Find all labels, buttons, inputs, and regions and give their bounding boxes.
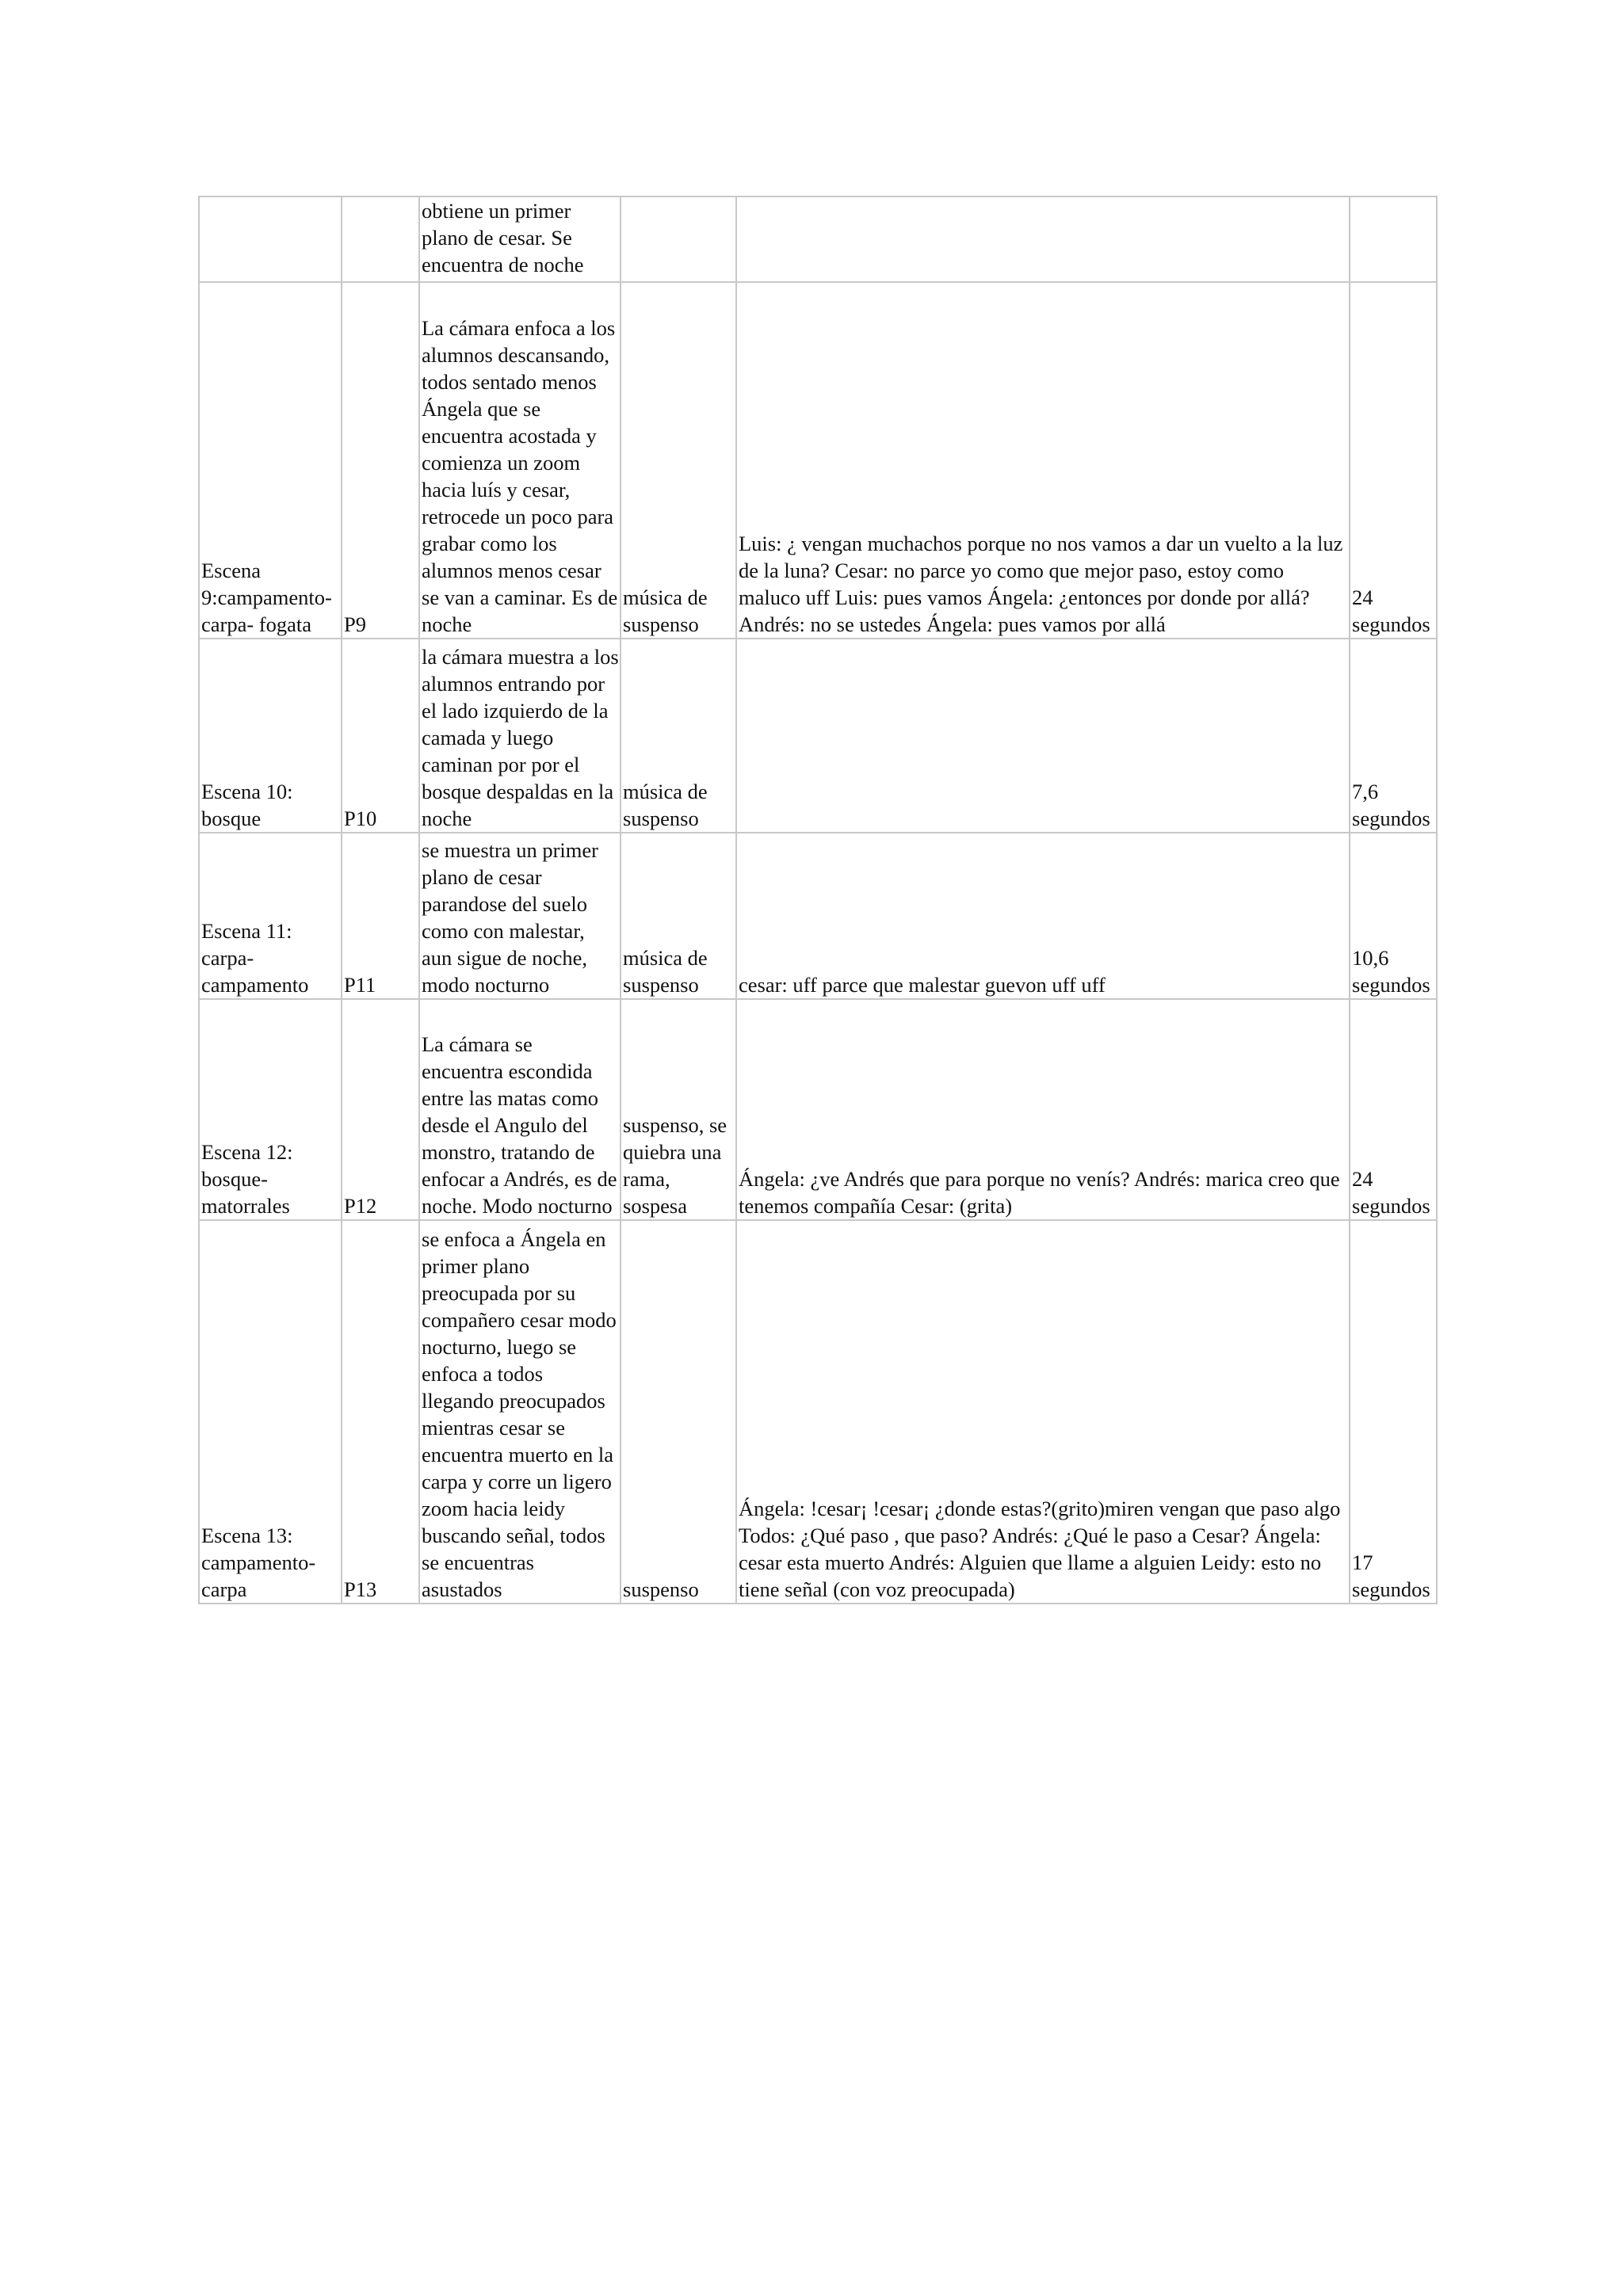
scene-cell: Escena 12: bosque-matorrales — [199, 999, 342, 1220]
scene-cell: Escena 11: carpa-campamento — [199, 833, 342, 999]
table-row — [199, 282, 1437, 639]
table-row — [199, 1220, 1437, 1604]
duration-cell: 24 segundos — [1350, 999, 1437, 1220]
shot-cell: P11 — [342, 833, 419, 999]
sound-cell: música de suspenso — [621, 833, 736, 999]
duration-cell: 7,6 segundos — [1350, 639, 1437, 833]
scene-cell — [199, 196, 342, 282]
description-cell: se muestra un primer plano de cesar parandose del suelo como con malestar, aun sigue de noche, modo nocturno — [419, 833, 621, 999]
table-row — [199, 999, 1437, 1220]
duration-cell: 10,6 segundos — [1350, 833, 1437, 999]
description-cell: La cámara se encuentra escondida entre las matas como desde el Angulo del monstro, tratando de enfocar a Andrés, es de noche. Modo nocturno — [419, 999, 621, 1220]
duration-cell: 17 segundos — [1350, 1220, 1437, 1604]
scene-cell: Escena 10: bosque — [199, 639, 342, 833]
scene-cell: Escena 9:campamento-carpa- fogata — [199, 282, 342, 639]
duration-cell — [1350, 196, 1437, 282]
description-cell: obtiene un primer plano de cesar. Se encuentra de noche — [419, 196, 621, 282]
sound-cell — [621, 196, 736, 282]
sound-cell: música de suspenso — [621, 639, 736, 833]
table-row — [199, 196, 1437, 282]
description-cell: la cámara muestra a los alumnos entrando por el lado izquierdo de la camada y luego caminan por por el bosque despaldas en la noche — [419, 639, 621, 833]
duration-cell: 24 segundos — [1350, 282, 1437, 639]
dialogue-cell — [736, 639, 1350, 833]
table-row — [199, 833, 1437, 999]
storyboard-table — [198, 196, 1438, 1604]
dialogue-cell: Luis: ¿ vengan muchachos porque no nos vamos a dar un vuelto a la luz de la luna? Cesar: no parce yo como que mejor paso, estoy como maluco uff Luis: pues vamos Ángela: ¿entonces por donde por allá? Andrés: no se ustedes Ángela: pues vamos por allá — [736, 282, 1350, 639]
table-row — [199, 639, 1437, 833]
sound-cell: suspenso — [621, 1220, 736, 1604]
sound-cell: música de suspenso — [621, 282, 736, 639]
description-cell: La cámara enfoca a los alumnos descansando, todos sentado menos Ángela que se encuentra acostada y comienza un zoom hacia luís y cesar, retrocede un poco para grabar como los alumnos menos cesar se van a caminar. Es de noche — [419, 282, 621, 639]
dialogue-cell: cesar: uff parce que malestar guevon uff uff — [736, 833, 1350, 999]
shot-cell: P9 — [342, 282, 419, 639]
dialogue-cell: Ángela: ¿ve Andrés que para porque no venís? Andrés: marica creo que tenemos compañía Cesar: (grita) — [736, 999, 1350, 1220]
shot-cell: P10 — [342, 639, 419, 833]
sound-cell: suspenso, se quiebra una rama, sospesa — [621, 999, 736, 1220]
scene-cell: Escena 13: campamento-carpa — [199, 1220, 342, 1604]
dialogue-cell: Ángela: !cesar¡ !cesar¡ ¿donde estas?(grito)miren vengan que paso algo Todos: ¿Qué paso , que paso? Andrés: ¿Qué le paso a Cesar? Ángela: cesar esta muerto Andrés: Alguien que llame a alguien Leidy: esto no tiene señal (con voz preocupada) — [736, 1220, 1350, 1604]
dialogue-cell — [736, 196, 1350, 282]
shot-cell — [342, 196, 419, 282]
shot-cell: P12 — [342, 999, 419, 1220]
shot-cell: P13 — [342, 1220, 419, 1604]
description-cell: se enfoca a Ángela en primer plano preocupada por su compañero cesar modo nocturno, luego se enfoca a todos llegando preocupados mientras cesar se encuentra muerto en la carpa y corre un ligero zoom hacia leidy buscando señal, todos se encuentras asustados — [419, 1220, 621, 1604]
